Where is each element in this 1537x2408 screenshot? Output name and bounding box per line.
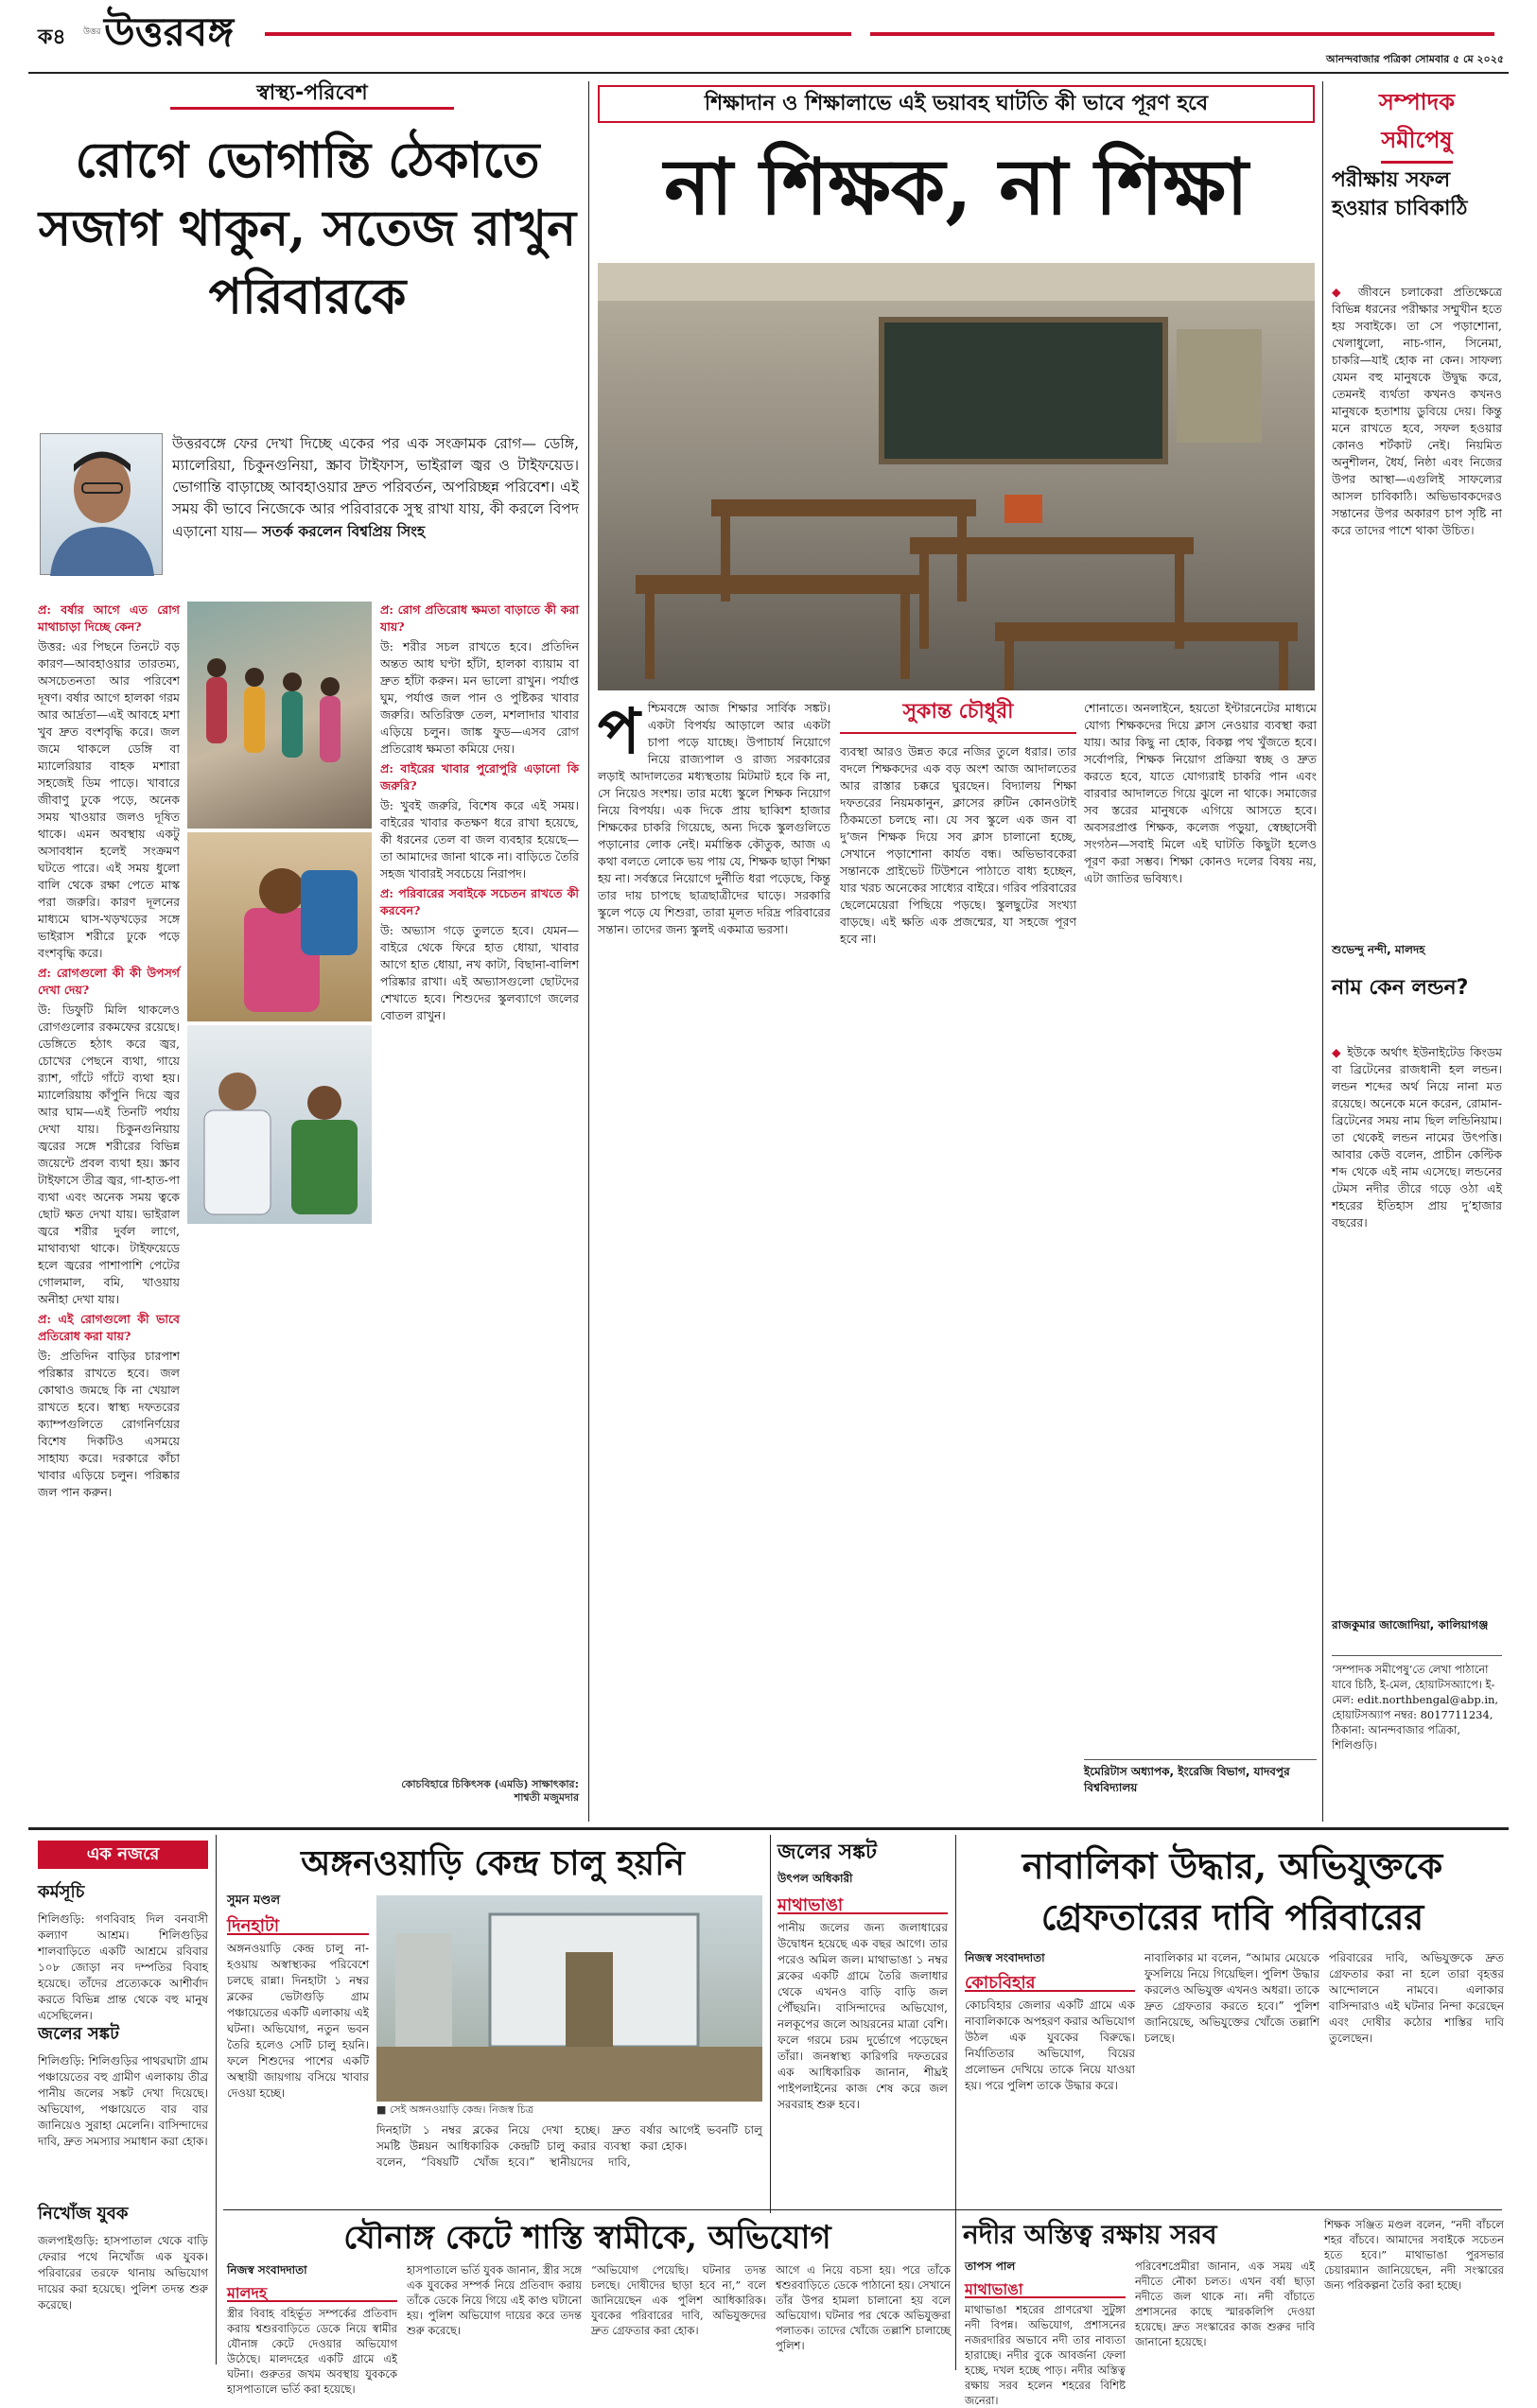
health-col3-q1: প্র: রোগ প্রতিরোধ ক্ষমতা বাড়াতে কী করা যায়? — [380, 602, 579, 634]
letters-kicker-2: সমীপেষু — [1381, 123, 1452, 164]
letter-1-title: পরীক্ষায় সফল হওয়ার চাবিকাঠি — [1332, 168, 1468, 220]
health-photo-queue — [187, 602, 372, 829]
author-portrait — [40, 433, 163, 575]
lead-kicker — [598, 85, 1315, 123]
lead-byline: সুকান্ত চৌধুরী — [902, 700, 1014, 724]
health-intro — [172, 433, 579, 585]
health-kicker-text: স্বাস্থ্য-পরিবেশ — [170, 81, 454, 110]
health-a1: উত্তর: এর পিছনে তিনটে বড় কারণ—আবহাওয়ার তারতম্য, অসচেতনতা আর পরিবেশ দূষণ। বর্ষার আগে হালকা গরম আর আর্দ্রতা—এই আবহে মশা খুব দ্রুত বংশবৃদ্ধি করে। জল জমে থাকলে ডেঙ্গি বা ম্যালেরিয়ার বাহক মশারা সহজেই ডিম পাড়ে। খাবারে জীবাণু ঢুকে পড়ে, অনেক সময় খাওয়ার জলও দূষিত থাকে। এমন অবস্থায় একটু অসাবধান হলেই সংক্রমণ ঘটতে পারে। এই সময় ধুলো বালি থেকে রক্ষা পেতে মাস্ক পরা জরুরি। কারণ দূলনের মাধ্যমে ঘাস-খড়খড়ের সঙ্গে ভাইরাস শরীরে ঢুকে পড়ে বংশবৃদ্ধি করে। — [38, 639, 180, 960]
lead-headline: না শিক্ষক, না শিক্ষা — [664, 142, 1249, 233]
health-a3: উ: প্রতিদিন বাড়ির চারপাশ পরিষ্কার রাখতে হবে। জল কোথাও জমছে কি না খেয়াল রাখতে হবে। স্বাস্থ্য দফতরের ক্যাম্পগুলিতে রোগনির্ণয়ের বিশেষ দিকটিও এসময়ে সাহায্য করে। দরকারে কাঁচা খাবার এড়িয়ে চলুন। পরিষ্কার জল পান করুন। — [38, 1349, 180, 1499]
masthead-red-rule-right — [870, 32, 1494, 36]
health-kicker — [170, 81, 454, 113]
river-col2: পরিবেশপ্রেমীরা জানান, এক সময় এই নদীতে নৌকা চলত। এখন বর্ষা ছাড়া নদীতে জল থাকে না। নদী বাঁচাতে প্রশাসনের কাছে স্মারকলিপি দেওয়া হয়েছে। দ্রুত সংস্কারের কাজ শুরুর দাবি জানানো হয়েছে। — [1135, 2260, 1315, 2348]
masthead-red-rule-left — [265, 32, 851, 36]
section-small-label: উত্তর — [83, 27, 101, 37]
water-body: পানীয় জলের জন্য জলাধারের উদ্বোধন হয়েছে এক বছর আগে। তার পরেও অমিল জল। মাথাভাঙা ১ নম্বর ব্লকের একটি গ্রামে তৈরি জলাধার থেকে এখনও বাড়ি বাড়ি জল পৌঁছয়নি। বাসিন্দাদের অভিযোগ, নলকূপের জলে আয়রনের মাত্রা বেশি। ফলে গরমে চরম দুর্ভোগে পড়েছেন তাঁরা। জনস্বাস্থ্য কারিগরি দফতরের এক আধিকারিক জানান, শীঘ্রই পাইপলাইনের কাজ শেষ করে জল সরবরাহ শুরু হবে। — [777, 1921, 948, 2111]
divider-letters — [1322, 81, 1323, 1822]
divider-river — [955, 2213, 956, 2370]
glance-section-3 — [38, 2200, 208, 2361]
minor-headline: নাবালিকা উদ্ধার, অভিযুক্তকে গ্রেফতারের দাবি পরিবারের — [1022, 1844, 1443, 1938]
lead-kicker-text: শিক্ষাদান ও শিক্ষালাভে এই ভয়াবহ ঘাটতি কী ভাবে পূরণ হবে — [704, 92, 1209, 115]
letter-1-body — [1332, 284, 1502, 936]
water-place: মাথাভাঙা — [777, 1892, 948, 1914]
glance-s2-text: শিলিগুড়ি: শিলিগুড়ির পাথরঘাটা গ্রাম পঞ্চায়েতের বহু গ্রামীণ এলাকায় তীব্র পানীয় জলের সঙ্কট দেখা দিয়েছে। অভিযোগ, পঞ্চায়েতে বার বার জানিয়েও সুরাহা মেলেনি। বাসিন্দাদের দাবি, দ্রুত সমস্যার সমাধান করা হোক। — [38, 2054, 208, 2148]
anganwadi-col1: অঙ্গনওয়াড়ি কেন্দ্র চালু না-হওয়ায় অস্বাস্থ্যকর পরিবেশে চলছে রান্না। দিনহাটা ১ নম্বর ব্লকের ভেটাগুড়ি গ্রাম পঞ্চায়েতের একটি এলাকায় এই ঘটনা। অভিযোগ, নতুন ভবন তৈরি হলেও সেটি চালু হয়নি। ফলে শিশুদের পাশের একটি অস্থায়ী জায়গায় বসিয়ে খাবার দেওয়া হচ্ছে। — [227, 1942, 369, 2100]
lead-col1-text: শ্চিমবঙ্গে আজ শিক্ষার সার্বিক সঙ্কট। একটা বিপর্যয় আড়ালে আর একটা চাপা পড়ে যাচ্ছে। উপাচার্য নিয়োগে নিয়ে রাজ্যপাল ও রাজ্য সরকারের লড়াই আদালতের মধ্যস্থতায় মিটমাট হবে কি না, সে নিয়েও সংশয়। তার মধ্যে স্কুলে শিক্ষক নিয়োগ নিয়ে বিপর্যয়। এক দিকে প্রায় ছাব্বিশ হাজার শিক্ষকের চাকরি গিয়েছে, অন্য দিকে স্কুলগুলিতে পড়ানোর লোক নেই। মর্মান্তিক কৌতুক, আজ এ কথা বলতে লোকে ভয় পায় যে, শিক্ষক ছাড়া শিক্ষা হয় না। সর্বস্তরে নিয়োগে দুর্নীতি ধরা পড়েছে, কিন্তু তার দায় চাপছে ছাত্রছাত্রীদের ঘাড়ে। সরকারি স্কুলে পড়ে যে শিশুরা, তারা মূলত দরিদ্র পরিবারের সন্তান। তাদের জন্য স্কুলই একমাত্র ভরসা। — [598, 701, 830, 936]
letters-kicker — [1332, 85, 1502, 161]
genital-col2: হাসপাতালে ভর্তি যুবক জানান, স্ত্রীর সঙ্গে এক যুবকের সম্পর্ক নিয়ে প্রতিবাদ করায় তাঁকে ডেকে নিয়ে গিয়ে এই কাণ্ড ঘটানো হয়। পুলিশ অভিযোগ দায়ের করে তদন্ত শুরু করেছে। — [407, 2263, 582, 2337]
health-col3-a1: উ: শরীর সচল রাখতে হবে। প্রতিদিন অন্তত আধ ঘণ্টা হাঁটা, হালকা ব্যায়াম বা দ্রুত হাঁটা করুন। মন ভালো রাখুন। পর্যাপ্ত ঘুম, পর্যাপ্ত জল পান ও পুষ্টিকর খাবার জরুরি। অতিরিক্ত তেল, মশলাদার খাবার এড়িয়ে চলুন। জাঙ্ক ফুড—এসব রোগ প্রতিরোধ ক্ষমতা কমিয়ে দেয়। — [380, 639, 579, 756]
letters-footer-note: ‘সম্পাদক সমীপেষু’তে লেখা পাঠানো যাবে চিঠি, ই-মেল, হোয়াটসঅ্যাপে। ই-মেল: edit.northbengal@abp.in, হোয়াটসঅ্যাপ নম্বর: 8017711234, ঠিকানা: আনন্দবাজার পত্রিকা, শিলিগুড়ি। — [1332, 1655, 1502, 1816]
health-photo-doctor — [187, 1025, 372, 1224]
lead-column-3 — [1084, 700, 1317, 1740]
letter-2-title: নাম কেন লন্ডন? — [1332, 976, 1469, 1000]
health-q1: প্র: বর্ষার আগে এত রোগ মাথাচাড়া দিচ্ছে কেন? — [38, 602, 180, 634]
health-col3-a2: উ: খুবই জরুরি, বিশেষ করে এই সময়। বাইরের খাবার কতক্ষণ ধরে রাখা হয়েছে, কী ধরনের তেল বা জল ব্যবহার হয়েছে—তা আমাদের জানা থাকে না। বাড়িতে তৈরি সহজ খাবারই সবচেয়ে নিরাপদ। — [380, 798, 579, 881]
camera-icon: ■ — [376, 2103, 390, 2116]
page-number: ক৪ — [38, 25, 66, 49]
lead-col3-text: শোনাতে। অনলাইনে, হয়তো ইন্টারনেটের মাধ্যমে যোগ্য শিক্ষকদের দিয়ে ক্লাস নেওয়ার ব্যবস্থা করা যায়। আর কিছু না হোক, বিকল্প পথ খুঁজতে হবে। সর্বোপরি, শিক্ষক নিয়োগ প্রক্রিয়া স্বচ্ছ ও দ্রুত করতে হবে, যাতে যোগ্যরাই চাকরি পান এবং বারবার আদালতে গিয়ে ঝুলে না থাকে। সমাজের সব স্তরের মানুষকে এগিয়ে আসতে হবে। অবসরপ্রাপ্ত শিক্ষক, কলেজ পড়ুয়া, স্বেচ্ছাসেবী সংগঠন—সবাই মিলে এই ঘাটতি কিছুটা হলেও পূরণ করা সম্ভব। শিক্ষা কোনও দলের বিষয় নয়, এটা জাতির ভবিষ্যৎ। — [1084, 701, 1317, 885]
river-place: মাথাভাঙা — [965, 2277, 1126, 2298]
glance-s1-text: শিলিগুড়ি: গণবিবাহ দিল বনবাসী কল্যাণ আশ্রম। শিলিগুড়ির শালবাড়িতে একটি আশ্রমে রবিবার ১০৮ জোড়া নব দম্পতির বিবাহ হয়েছে। তাঁদের প্রত্যেককে আশীর্বাদ করতে বিভিন্ন প্রান্ত থেকে বহু মানুষ এসেছিলেন। — [38, 1912, 208, 2022]
glance-s3-title: নিখোঁজ যুবক — [38, 2204, 129, 2224]
anganwadi-headline: অঙ্গনওয়াড়ি কেন্দ্র চালু হয়নি — [301, 1843, 685, 1883]
glance-s3-text: জলপাইগুড়ি: হাসপাতাল থেকে বাড়ি ফেরার পথে নিখোঁজ এক যুবক। পরিবারের তরফে থানায় অভিযোগ দায়ের করা হয়েছে। পুলিশ তদন্ত শুরু করেছে। — [38, 2234, 208, 2312]
publisher-line — [1220, 51, 1504, 69]
anganwadi-caption-text: সেই অঙ্গনওয়াড়ি কেন্দ্র। নিজস্ব চিত্র — [389, 2103, 533, 2116]
letters-kicker-1: সম্পাদক — [1378, 88, 1456, 115]
river-headline: নদীর অস্তিত্ব রক্ষায় সরব — [963, 2219, 1217, 2250]
health-column-1 — [38, 602, 180, 1822]
minor-col3: পরিবারের দাবি, অভিযুক্তকে দ্রুত গ্রেফতার করা না হলে তারা বৃহত্তর আন্দোলনে নামবে। এলাকার বাসিন্দারাও এই ঘটনার নিন্দা করেছেন এবং দোষীর কঠোর শাস্তির দাবি তুলেছেন। — [1329, 1951, 1504, 2045]
lead-author-note: ইমেরিটাস অধ্যাপক, ইংরেজি বিভাগ, যাদবপুর বিশ্ববিদ্যালয় — [1084, 1759, 1317, 1806]
glance-s1-title: কর্মসূচি — [38, 1882, 85, 1902]
anganwadi-caption — [376, 2103, 762, 2119]
glance-section-2 — [38, 2020, 208, 2190]
divider-lower — [223, 2209, 1502, 2210]
water-headline: জলের সঙ্কট — [777, 1841, 877, 1864]
section-title: উত্তরবঙ্গ — [104, 9, 235, 55]
divider-water — [955, 1835, 956, 2213]
health-column-3 — [380, 602, 579, 1774]
water-byline: উৎপল অধিকারী — [777, 1872, 853, 1885]
anganwadi-col2: দিনহাটা ১ নম্বর ব্লকের সমষ্টি উন্নয়ন আধিকারিক বলেন, “বিষয়টি খোঁজ নিয়ে দেখা হচ্ছে। দ্রুত কেন্দ্রটি চালু করার ব্যবস্থা হবে।” স্থানীয়দের দাবি, বর্ষার আগেই ভবনটি চালু করা হোক। — [376, 2123, 762, 2169]
letter-1-text: জীবনে চলাকেরা প্রতিক্ষেত্রে বিভিন্ন ধরনের পরীক্ষার সম্মুখীন হতে হয় সবাইকে। তা সে পড়াশোনা, খেলাধুলো, নাচ-গান, সিনেমা, চাকরি—যাই হোক না কেন। সাফল্য যেমন বহু মানুষকে উদ্বুদ্ধ করে, তেমনই ব্যর্থতা কখনও কখনও মানুষকে হতাশায় ডুবিয়ে দেয়। কিন্তু মনে রাখতে হবে, সফল হওয়ার কোনও শর্টকাট নেই। নিয়মিত অনুশীলন, ধৈর্য, নিষ্ঠা এবং নিজের উপর আস্থা—এগুলিই সাফল্যের আসল চাবিকাঠি। অভিভাবকদেরও সন্তানের উপর অকারণ চাপ সৃষ্টি না করে তাদের পাশে থাকা উচিত। — [1332, 285, 1502, 537]
letter-2-text: ইউকে অর্থাৎ ইউনাইটেড কিংডম বা ব্রিটেনের রাজধানী হল লন্ডন। লন্ডন শব্দের অর্থ নিয়ে নানা মত রয়েছে। অনেকে মনে করেন, রোমান-ব্রিটেনের সময় নাম ছিল লন্ডিনিয়াম। তা থেকেই লন্ডন নামের উৎপত্তি। আবার কেউ বলেন, প্রাচীন কেল্টিক শব্দ থেকে এই নাম এসেছে। লন্ডনের টেমস নদীর তীরে গড়ে ওঠা এই শহরের ইতিহাস প্রায় দু’হাজার বছরের। — [1332, 1045, 1503, 1230]
health-photo-child — [187, 832, 372, 1021]
health-col3-q3: প্র: পরিবারের সবাইকে সচেতন রাখতে কী করবেন? — [380, 886, 579, 917]
health-col3-a3: উ: অভ্যাস গড়ে তুলতে হবে। যেমন—বাইরে থেকে ফিরে হাত ধোয়া, খাবার আগে হাত ধোয়া, নখ কাটা, বিছানা-বালিশ পরিষ্কার রাখা। এই অভ্যাসগুলো ছোটদের শেখাতে হবে। শিশুদের স্কুলব্যাগে জলের বোতল রাখুন। — [380, 923, 579, 1022]
health-headline: রোগে ভোগান্তি ঠেকাতে সজাগ থাকুন, সতেজ রাখুন পরিবারকে — [38, 131, 577, 325]
masthead-rule — [28, 72, 1509, 74]
health-column-2 — [187, 1228, 372, 1823]
anganwadi-byline: সুমন মণ্ডল — [227, 1893, 281, 1908]
divider-anganwadi — [770, 1835, 771, 2213]
bullet-icon: ◆ — [1332, 285, 1358, 299]
lead-byline-box — [840, 700, 1076, 734]
glance-s2-title: জলের সঙ্কট — [38, 2024, 119, 2044]
health-intro-byline: সতর্ক করলেন বিশ্বপ্রিয় সিংহ — [262, 522, 426, 540]
genital-col3: “অভিযোগ পেয়েছি। ঘটনার তদন্ত চলছে। দোষীদের ছাড়া হবে না,” বলে জানিয়েছেন এক পুলিশ আধিকারিক। যুবকের পরিবারের দাবি, অভিযুক্তদের দ্রুত গ্রেফতার করা হোক। — [591, 2263, 766, 2337]
genital-col4: আগে এ নিয়ে বচসা হয়। পরে তাঁকে শ্বশুরবাড়িতে ডেকে পাঠানো হয়। সেখানে তাঁর উপর হামলা চালানো হয় বলে অভিযোগ। ঘটনার পর থেকে অভিযুক্তরা পলাতক। তাদের খোঁজে তল্লাশি চালাচ্ছে পুলিশ। — [776, 2263, 951, 2352]
divider-glance — [216, 1835, 217, 2364]
anganwadi-place: দিনহাটা — [227, 1912, 369, 1935]
anganwadi-photo — [376, 1895, 762, 2102]
health-a2: উ: ডিফুটি মিলি থাকলেও রোগগুলোর রকমফের রয়েছে। ডেঙ্গিতে হঠাৎ করে জ্বর, চোখের পেছনে ব্যথা, গায়ে র‍্যাশ, গাঁটে গাঁটে ব্যথা হয়। ম্যালেরিয়ায় কাঁপুনি দিয়ে জ্বর আর ঘাম—এই তিনটি পর্যায় দেখা যায়। চিকুনগুনিয়ায় জ্বরের সঙ্গে শরীরের বিভিন্ন জয়েন্টে প্রবল ব্যথা হয়। স্ক্রাব টাইফাসে তীব্র জ্বর, গা-হাত-পা ব্যথা এবং অনেক সময় ত্বকে ছোট ক্ষত দেখা যায়। ভাইরাল জ্বরে শরীর দুর্বল লাগে, মাথাব্যথা থাকে। টাইফয়েডে হলে জ্বরের পাশাপাশি পেটের গোলমাল, বমি, খাওয়ায় অনীহা দেখা যায়। — [38, 1003, 180, 1306]
lead-column-2 — [840, 743, 1076, 1816]
minor-col2: নাবালিকার মা বলেন, “আমার মেয়েকে ফুসলিয়ে নিয়ে গিয়েছিল। পুলিশ উদ্ধার করলেও অভিযুক্ত এখনও অধরা। তাকে দ্রুত গ্রেফতার করতে হবে।” পুলিশ জানিয়েছে, অভিযুক্তের খোঁজে তল্লাশি চলছে। — [1144, 1951, 1319, 2045]
letter-1-sign: শুভেন্দু নন্দী, মালদহ — [1332, 943, 1425, 956]
river-col1: মাথাভাঙা শহরের প্রাণরেখা সুটুঙ্গা নদী বিপন্ন। অভিযোগ, প্রশাসনের নজরদারির অভাবে নদী তার নাব্যতা হারাচ্ছে। নদীর বুকে আবর্জনা ফেলা হচ্ছে, দখল হচ্ছে পাড়। নদীর অস্তিত্ব রক্ষায় সরব হলেন শহরের বিশিষ্ট জনেরা। — [965, 2303, 1126, 2407]
glance-section-1 — [38, 1878, 208, 2022]
publisher: আনন্দবাজার পত্রিকা — [1325, 53, 1411, 65]
lead-classroom-photo — [598, 263, 1315, 690]
divider-horizontal — [28, 1827, 1509, 1830]
health-q2: প্র: রোগগুলো কী কী উপসর্গ দেখা দেয়? — [38, 966, 180, 997]
glance-title: এক নজরে — [38, 1841, 208, 1869]
bullet-icon: ◆ — [1332, 1045, 1348, 1059]
letter-2-body — [1332, 1044, 1502, 1612]
health-photo-credit: কোচবিহারে চিকিৎসক (এমডি) সাক্ষাৎকার: শাশ্বতী মজুমদার — [401, 1778, 579, 1804]
river-byline: তাপস পাল — [965, 2260, 1016, 2273]
genital-place: মালদহ — [227, 2281, 397, 2302]
masthead — [0, 0, 1537, 76]
health-col3-q2: প্র: বাইরের খাবার পুরোপুরি এড়ানো কি জরুরি? — [380, 761, 579, 793]
minor-place: কোচবিহার — [965, 1969, 1135, 1992]
lead-column-1 — [598, 694, 830, 1816]
health-intro-text: উত্তরবঙ্গে ফের দেখা দিচ্ছে একের পর এক সংক্রামক রোগ— ডেঙ্গি, ম্যালেরিয়া, চিকুনগুনিয়া, স্ক্রাব টাইফাস, ভাইরাল জ্বর ও টাইফয়েড। ভোগান্তি বাড়াচ্ছে আবহাওয়ার দ্রুত পরিবর্তন, অপরিচ্ছন্ন পরিবেশ। এই সময় কী ভাবে নিজেকে আর পরিবারকে সুস্থ রাখা যায়, কী করলে বিপদ এড়ানো যায়— — [172, 435, 579, 540]
letter-2-sign: রাজকুমার জাজোদিয়া, কালিয়াগঞ্জ — [1332, 1618, 1489, 1632]
genital-col1: স্ত্রীর বিবাহ বহির্ভূত সম্পর্কের প্রতিবাদ করায় শ্বশুরবাড়িতে ডেকে নিয়ে স্বামীর যৌনাঙ্গ কেটে দেওয়ার অভিযোগ উঠেছে। মালদহের একটি গ্রামে এই ঘটনা। গুরুতর জখম অবস্থায় যুবককে হাসপাতালে ভর্তি করা হয়েছে। — [227, 2307, 397, 2396]
health-q3: প্র: এই রোগগুলো কী ভাবে প্রতিরোধ করা যায়? — [38, 1312, 180, 1343]
minor-byline: নিজস্ব সংবাদদাতা — [965, 1951, 1045, 1964]
genital-byline: নিজস্ব সংবাদদাতা — [227, 2263, 307, 2277]
lead-col2-text: ব্যবস্থা আরও উন্নত করে নজির তুলে ধরার। তার বদলে শিক্ষকদের এক বড় অংশ আজ আদালতের আর রাস্তার চক্করে ঘুরছেন। বিদ্যালয় শিক্ষা দফতরের নিয়মকানুন, ক্লাসের রুটিন কোনওটাই ঠিকমতো চলছে না। যে সব স্কুলে এক জন বা দু’জন শিক্ষক দিয়ে সব ক্লাস চালানো হচ্ছে, সেখানে পড়াশোনা কার্যত বন্ধ। অভিভাবকেরা সন্তানকে প্রাইভেট টিউশনে পাঠাতে বাধ্য হচ্ছেন, যার খরচ অনেকের সাধ্যের বাইরে। গরিব পরিবারের ছেলেমেয়েরা পিছিয়ে পড়ছে। স্কুলছুটের সংখ্যা বাড়ছে। এই ক্ষতি এক প্রজন্মের, যা সহজে পূরণ হবে না। — [840, 744, 1076, 946]
lead-dropcap: প — [598, 694, 640, 768]
minor-col1: কোচবিহার জেলার একটি গ্রামে এক নাবালিকাকে অপহরণ করার অভিযোগ উঠল এক যুবকের বিরুদ্ধে। নির্যাতিতার অভিযোগ, বিয়ের প্রলোভন দেখিয়ে তাকে নিয়ে যাওয়া হয়। পরে পুলিশ তাকে উদ্ধার করে। — [965, 1998, 1135, 2092]
issue-date: সোমবার ৫ মে ২০২৫ — [1414, 53, 1504, 65]
genital-headline: যৌনাঙ্গ কেটে শাস্তি স্বামীকে, অভিযোগ — [343, 2219, 831, 2257]
divider-health — [588, 81, 589, 1822]
river-col3: শিক্ষক সঞ্জিত মণ্ডল বলেন, “নদী বাঁচলে শহর বাঁচবে। আমাদের সবাইকে সচেতন হতে হবে।” মাথাভাঙা পুরসভার চেয়ারম্যান জানিয়েছেন, নদী সংস্কারের জন্য পরিকল্পনা তৈরি করা হচ্ছে। — [1324, 2218, 1504, 2292]
